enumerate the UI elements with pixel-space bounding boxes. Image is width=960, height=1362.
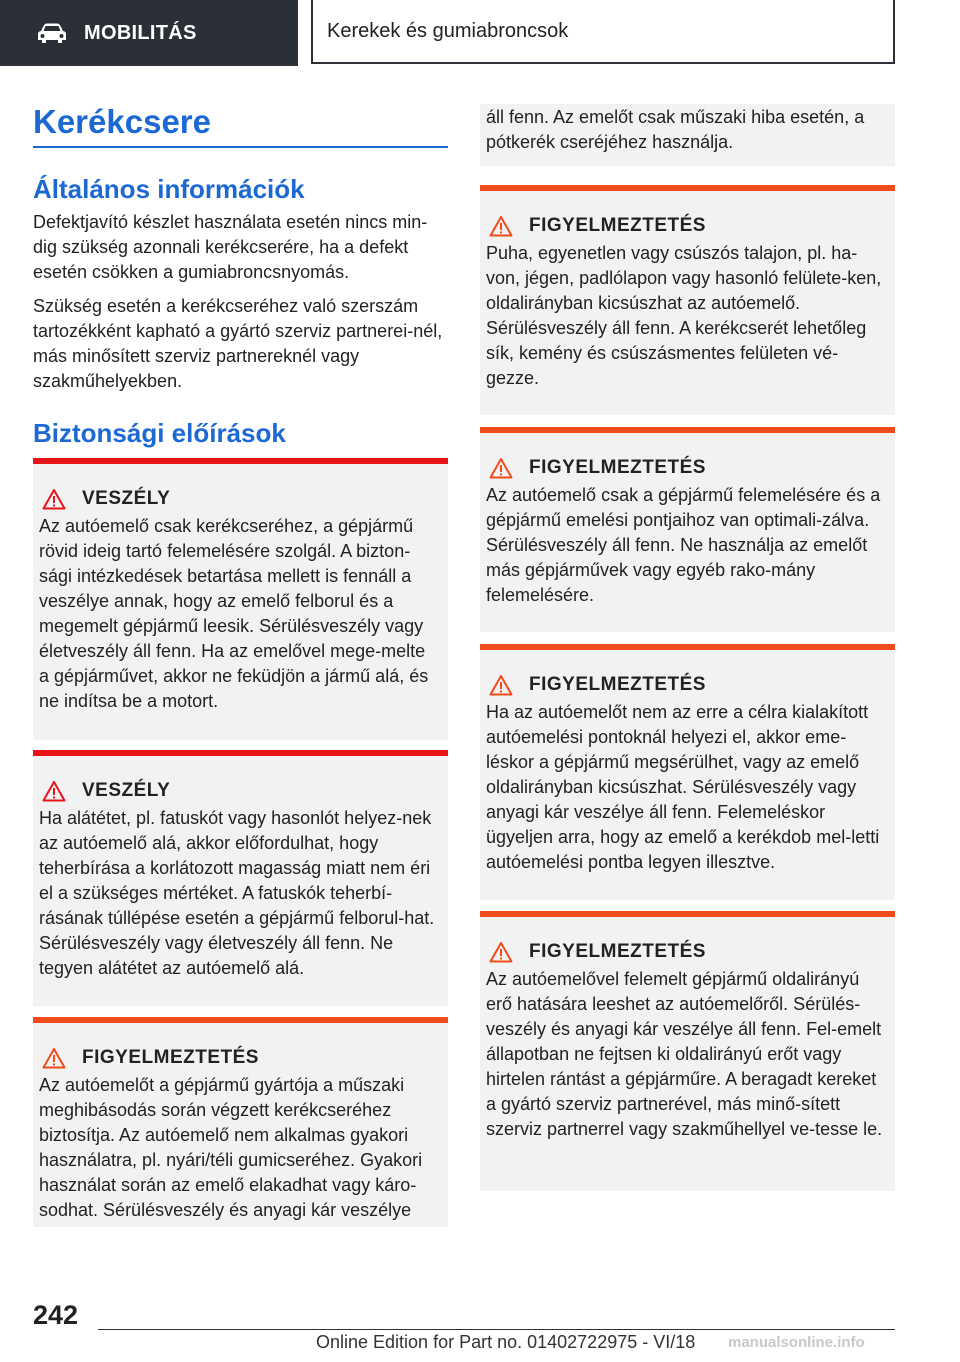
- warning-header: [486, 941, 887, 963]
- warning-box: [33, 750, 448, 1006]
- warning-header: [486, 674, 887, 696]
- safety-heading: Biztonsági előírások: [33, 418, 286, 448]
- warning-box: [480, 185, 895, 415]
- warning-text: Az autóemelő csak a gépjármű felemelésére és a gépjármű emelési pontjaihoz van optimali-zálva. Sérülésveszély áll fenn. Ne használja az emelőt más gépjárművek vagy egyéb rako-mány felemelésére.: [486, 485, 881, 605]
- section-tab: [0, 0, 298, 66]
- safety-section: [33, 416, 448, 450]
- edition-note: Online Edition for Part no. 01402722975 - VI/18: [316, 1332, 696, 1352]
- warning-text: Ha alátétet, pl. fatuskót vagy hasonlót helyez-nek az autóemelő alá, akkor előfordulhat, hogy teherbírása a korlátozott magasság miatt nem éri el a szükséges mértéket. A fatuskók teherbí-rásának túllépése esetén a gépjármű felborul-hat. Sérülésveszély vagy életveszély áll fenn. Ne tegyen alátétet az autóemelő alá.: [39, 808, 435, 978]
- warning-box-continuation: [480, 104, 895, 166]
- warning-text: Az autóemelő csak kerékcseréhez, a gépjármű rövid ideig tartó felemelésére szolgál. A bizton-sági intézkedések betartása mellett is fennáll a veszélye annak, hogy az emelő felborul és a megemelt gépjármű leesik. Sérülésveszély vagy életveszély áll fenn. Ha az emelővel mege-melte a gépjárművet, akkor ne feküdjön a jármű alá, és ne indítsa be a motort.: [39, 516, 429, 711]
- warning-text: Az autóemelőt a gépjármű gyártója a műszaki meghibásodás során végzett kerékcseréhez biztosítja. Az autóemelő nem alkalmas gyakori használatra, pl. nyári/téli gumicseréhez. Gyakori használat során az emelő elakadhat vagy káro-sodhat. Sérülésveszély és anyagi kár veszélye: [39, 1075, 423, 1220]
- car-icon: [36, 22, 68, 44]
- warning-title: VESZÉLY: [82, 780, 171, 801]
- warning-box: [480, 644, 895, 900]
- title-rule: [33, 146, 448, 148]
- warning-text: Puha, egyenetlen vagy csúszós talajon, pl. ha-von, jégen, padlólapon vagy hasonló felülete-ken, oldalirányban kicsúszhat az autóemelő. Sérülésveszély áll fenn. A kerékcserét lehetőleg sík, kemény és csúszásmentes felületen vé-gezze.: [486, 243, 882, 388]
- watermark: manualsonline.info: [728, 1334, 865, 1351]
- warning-triangle-icon: [42, 1047, 66, 1069]
- chapter-tab: [311, 0, 895, 64]
- warning-triangle-icon: [489, 457, 513, 479]
- general-paragraph-1: Defektjavító készlet használata esetén nincs min-dig szükség azonnali kerékcserére, ha a defekt esetén csökken a gumiabroncsnyomás.: [33, 212, 428, 282]
- section-title: MOBILITÁS: [84, 21, 197, 44]
- warning-title: FIGYELMEZTETÉS: [529, 941, 706, 962]
- warning-box: [480, 911, 895, 1191]
- warning-header: [39, 1047, 440, 1069]
- page-header: [0, 0, 960, 66]
- footer-rule: [98, 1329, 895, 1330]
- page-number: 242: [33, 1300, 79, 1330]
- chapter-title: Kerekek és gumiabroncsok: [327, 19, 569, 42]
- page-title: Kerékcsere: [33, 103, 211, 140]
- warning-continuation-text: áll fenn. Az emelőt csak műszaki hiba esetén, a pótkerék cseréjéhez használja.: [486, 107, 865, 152]
- warning-triangle-icon: [42, 488, 66, 510]
- warning-box: [33, 458, 448, 740]
- warning-title: FIGYELMEZTETÉS: [529, 457, 706, 478]
- warning-box: [480, 427, 895, 632]
- warning-triangle-icon: [42, 780, 66, 802]
- general-heading: Általános információk: [33, 174, 305, 204]
- warning-box: [33, 1017, 448, 1227]
- warning-triangle-icon: [489, 941, 513, 963]
- warning-header: [39, 780, 440, 802]
- general-section: [33, 172, 448, 394]
- warning-text: Ha az autóemelőt nem az erre a célra kialakított autóemelési pontoknál helyezi el, akkor eme-léskor a gépjármű megsérülhet, vagy az emelő oldalirányban kicsúszhat. Sérülésveszély vagy anyagi kár veszélye áll fenn. Felemeléskor ügyeljen arra, hogy az emelő a kerékdob mel-letti autóemelési pontba legyen illesztve.: [486, 702, 880, 872]
- warning-title: FIGYELMEZTETÉS: [82, 1047, 259, 1068]
- warning-header: [486, 457, 887, 479]
- warning-header: [39, 488, 440, 510]
- warning-triangle-icon: [489, 674, 513, 696]
- warning-title: FIGYELMEZTETÉS: [529, 674, 706, 695]
- warning-title: FIGYELMEZTETÉS: [529, 215, 706, 236]
- general-paragraph-2: Szükség esetén a kerékcseréhez való szerszám tartozékként kapható a gyártó szerviz partnerei-nél, más minősített szerviz partnereknél vagy szakműhelyekben.: [33, 296, 443, 391]
- warning-triangle-icon: [489, 215, 513, 237]
- warning-header: [486, 215, 887, 237]
- warning-title: VESZÉLY: [82, 488, 171, 509]
- warning-text: Az autóemelővel felemelt gépjármű oldalirányú erő hatására leeshet az autóemelőről. Sérülés-veszély és anyagi kár veszélye áll fenn. Fel-emelt állapotban ne fejtsen ki oldalirányú erőt vagy hirtelen rántást a gépjárműre. A beragadt kereket a gyártó szerviz partnerével, más minő-sített szerviz partnerrel vagy szakműhellyel ve-tesse le.: [486, 969, 883, 1139]
